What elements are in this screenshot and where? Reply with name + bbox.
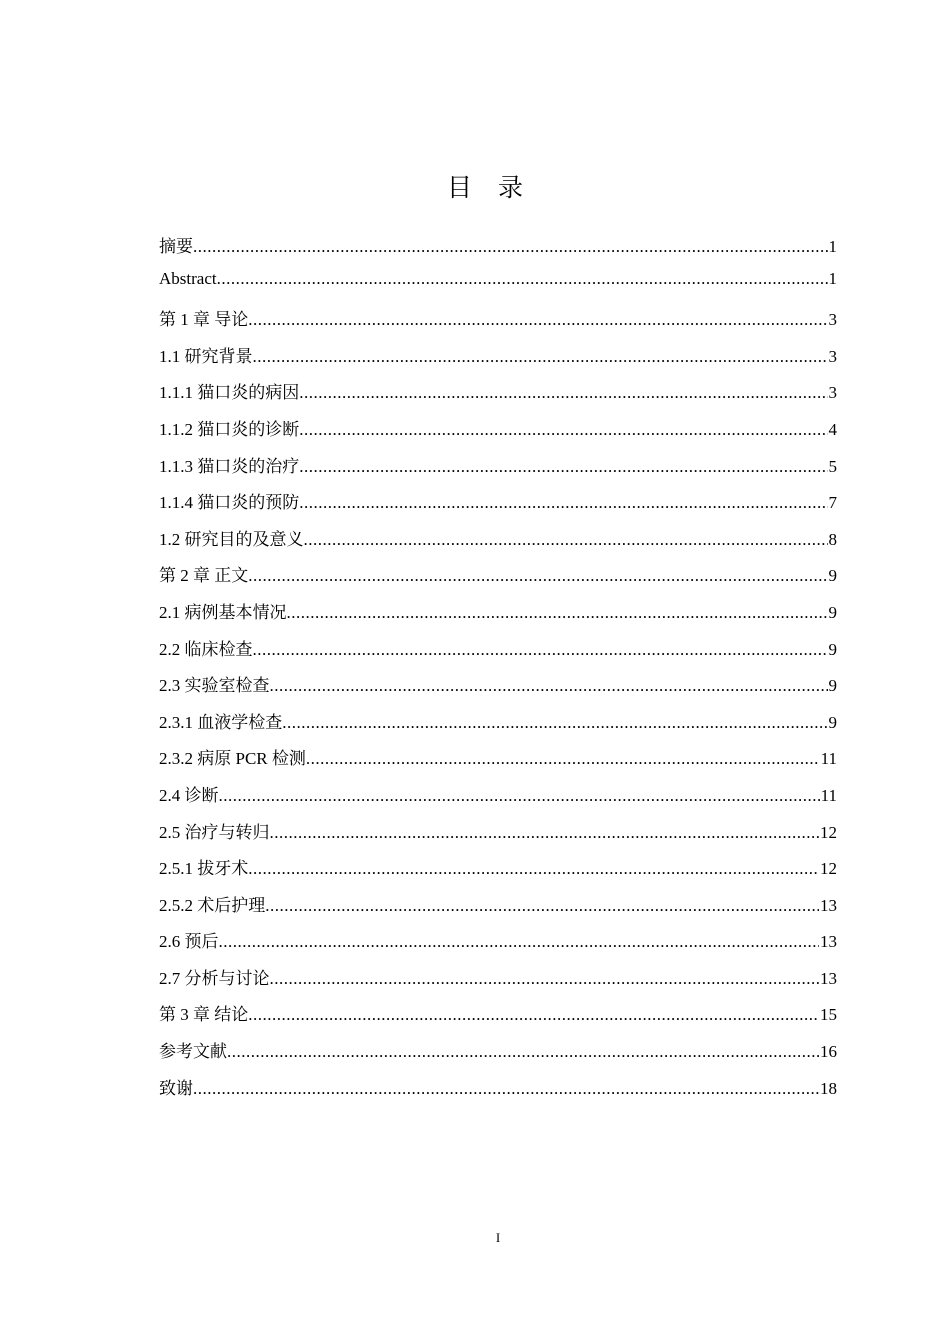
toc-entry-label: 第 3 章 结论 [159,1005,249,1025]
toc-entry-page: 13 [820,968,837,988]
toc-entry-label: 第 1 章 导论 [159,310,249,330]
toc-entry[interactable] [159,378,837,415]
toc-entry[interactable] [159,232,837,269]
toc-entry[interactable] [159,342,837,379]
toc-entry[interactable] [159,964,837,1001]
toc-dot-leader [270,969,820,989]
toc-entry[interactable] [159,854,837,891]
toc-entry-label: 1.1.3 猫口炎的治疗 [159,456,300,476]
toc-dot-leader [253,640,828,660]
toc-dot-leader [299,493,827,513]
toc-dot-leader [248,566,827,586]
toc-dot-leader [193,1079,819,1099]
toc-entry[interactable] [159,561,837,598]
toc-entry-page: 12 [820,822,837,842]
toc-entry-label: 参考文献 [159,1042,227,1062]
toc-entry[interactable] [159,1074,837,1111]
toc-dot-leader [304,530,828,550]
toc-dot-leader [306,749,820,769]
toc-entry[interactable] [159,818,837,855]
toc-entry-page: 7 [828,493,837,513]
toc-entry-label: 2.5 治疗与转归 [159,822,270,842]
toc-entry-page: 1 [828,268,837,288]
toc-entry[interactable] [159,891,837,928]
toc-entry[interactable] [159,744,837,781]
toc-dot-leader [299,457,827,477]
toc-entry-page: 9 [828,566,837,586]
toc-entry[interactable] [159,415,837,452]
toc-entry-page: 13 [820,895,837,915]
toc-title: 目录 [446,173,549,202]
toc-entry-page: 16 [820,1042,837,1062]
toc-entry[interactable] [159,452,837,489]
toc-entry-page: 8 [828,529,837,549]
toc-entry-label: Abstract [159,268,217,288]
toc-entry-page: 4 [828,419,837,439]
toc-entry-label: 致谢 [159,1078,193,1098]
toc-entry-page: 11 [820,785,837,805]
toc-entry-page: 9 [828,712,837,732]
toc-entry-label: 2.3 实验室检查 [159,676,270,696]
toc-dot-leader [253,347,828,367]
toc-entry-label: 1.1.2 猫口炎的诊断 [159,419,300,439]
toc-entry-page: 9 [828,602,837,622]
toc-entry[interactable] [159,927,837,964]
toc-entry[interactable] [159,635,837,672]
toc-dot-leader [219,932,820,952]
toc-entry[interactable] [159,488,837,525]
toc-entry-label: 2.4 诊断 [159,785,219,805]
toc-entry-label: 1.2 研究目的及意义 [159,529,304,549]
toc-entry-page: 1 [828,237,837,256]
toc-dot-leader [227,1042,819,1062]
toc-entry-page: 3 [828,383,837,403]
toc-list [159,232,837,1110]
toc-entry[interactable] [159,671,837,708]
toc-entry-page: 9 [828,639,837,659]
toc-entry-page: 5 [828,456,837,476]
toc-entry-label: 2.1 病例基本情况 [159,602,287,622]
toc-dot-leader [217,269,828,289]
toc-dot-leader [248,859,819,879]
toc-entry[interactable] [159,1037,837,1074]
toc-entry[interactable] [159,525,837,562]
toc-entry[interactable] [159,269,837,306]
toc-dot-leader [270,676,828,696]
toc-entry[interactable] [159,708,837,745]
toc-entry-label: 2.5.2 术后护理 [159,895,266,915]
toc-entry-label: 2.3.1 血液学检查 [159,712,283,732]
toc-entry-page: 9 [828,676,837,696]
toc-dot-leader [248,1005,819,1025]
toc-entry-page: 12 [820,859,837,879]
toc-entry-page: 18 [820,1078,837,1098]
toc-entry-label: 第 2 章 正文 [159,566,249,586]
toc-entry-label: 1.1.4 猫口炎的预防 [159,493,300,513]
toc-dot-leader [282,713,827,733]
toc-entry-label: 1.1 研究背景 [159,346,253,366]
toc-entry[interactable] [159,305,837,342]
toc-dot-leader [248,310,827,330]
toc-entry-page: 13 [820,932,837,952]
toc-dot-leader [287,603,828,623]
toc-entry[interactable] [159,781,837,818]
toc-entry-page: 3 [828,346,837,366]
toc-dot-leader [299,420,827,440]
toc-entry-label: 2.7 分析与讨论 [159,968,270,988]
toc-entry[interactable] [159,1000,837,1037]
toc-entry-label: 2.5.1 拔牙术 [159,859,249,879]
toc-dot-leader [265,896,819,916]
toc-dot-leader [299,383,827,403]
toc-dot-leader [270,823,820,843]
footer-page-number: I [495,1230,501,1245]
toc-entry-page: 3 [828,310,837,330]
toc-entry-label: 1.1.1 猫口炎的病因 [159,383,300,403]
toc-entry-label: 2.2 临床检查 [159,639,253,659]
toc-dot-leader [219,786,820,806]
toc-entry-page: 11 [820,749,837,769]
toc-entry-label: 2.3.2 病原 PCR 检测 [159,749,306,769]
toc-dot-leader [193,237,828,257]
toc-entry-label: 摘要 [159,237,193,256]
toc-entry[interactable] [159,598,837,635]
toc-entry-page: 15 [820,1005,837,1025]
toc-entry-label: 2.6 预后 [159,932,219,952]
